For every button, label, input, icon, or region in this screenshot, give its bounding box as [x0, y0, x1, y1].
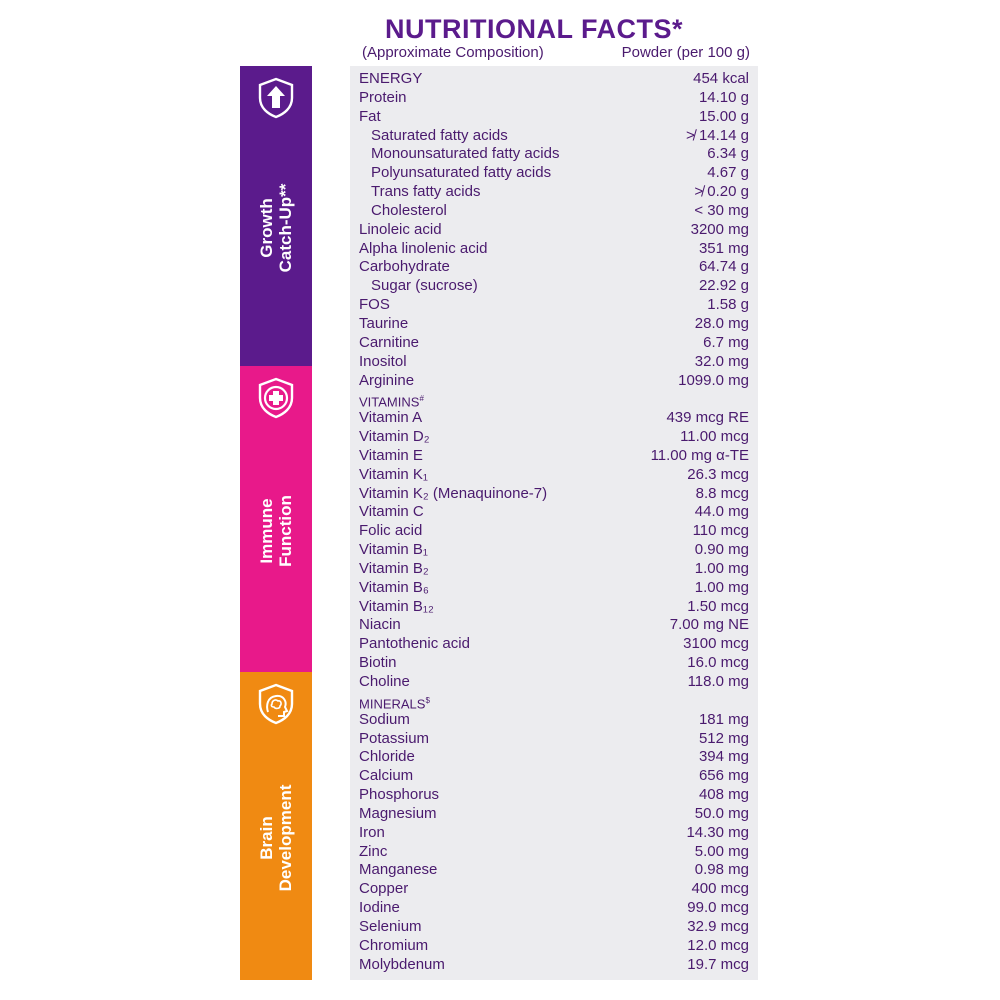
- nutrient-name: Carnitine: [359, 333, 420, 351]
- nutrient-name: MINERALS$: [359, 695, 430, 712]
- nutrient-row: [350, 108, 758, 127]
- nutrient-row: [350, 70, 758, 89]
- immune-label: Immune Function: [257, 495, 295, 568]
- nutrient-name: Vitamin E: [359, 446, 423, 464]
- nutrient-name: Chloride: [359, 748, 415, 766]
- nutrient-value: 26.3 mcg: [687, 465, 749, 483]
- nutrient-row: [350, 409, 758, 428]
- nutrient-value: 5.00 mg: [694, 842, 749, 860]
- nutrient-row: [350, 258, 758, 277]
- nutrient-value: 1.00 mg: [694, 578, 749, 596]
- nutrient-row: [350, 164, 758, 183]
- nutrition-table: [350, 66, 758, 980]
- nutrient-name: Choline: [359, 673, 410, 690]
- nutrient-row: [350, 183, 758, 202]
- nutrient-value: 11.00 mg α-TE: [650, 446, 749, 464]
- nutrient-value: 181 mg: [698, 710, 749, 728]
- nutrient-value: 656 mg: [698, 767, 749, 785]
- nutrient-row: [350, 372, 758, 391]
- nutrient-row: [350, 221, 758, 240]
- nutrient-value: 6.34 g: [707, 145, 749, 163]
- nutrient-row: [350, 937, 758, 956]
- nutrient-value: 99.0 mcg: [687, 899, 749, 917]
- nutrient-value: 14.30 mg: [686, 823, 749, 841]
- nutrient-name: Folic acid: [359, 522, 423, 540]
- nutrient-name: Vitamin K₁: [359, 465, 428, 483]
- nutrient-value: 454 kcal: [693, 70, 749, 87]
- nutrient-name: Polyunsaturated fatty acids: [371, 164, 552, 182]
- nutrient-name: Sodium: [359, 710, 410, 728]
- nutrient-row: [350, 240, 758, 259]
- nutrient-value: 1099.0 mg: [678, 371, 749, 389]
- nutrient-name: Vitamin B₁₂: [359, 597, 434, 615]
- nutrient-name: Vitamin B₆: [359, 578, 429, 596]
- nutrient-row: [350, 541, 758, 560]
- nutrient-value: 400 mcg: [691, 880, 749, 898]
- nutrient-name: Carbohydrate: [359, 258, 450, 276]
- nutrient-name: Selenium: [359, 917, 422, 935]
- nutrient-value: 0.98 mg: [694, 861, 749, 879]
- nutrient-row: [350, 598, 758, 617]
- nutrient-value: < 30 mg: [694, 201, 749, 219]
- nutrient-row: [350, 485, 758, 504]
- nutrient-row: [350, 635, 758, 654]
- nutrient-name: Vitamin B₂: [359, 559, 429, 577]
- nutrient-value: 394 mg: [698, 748, 749, 766]
- nutrient-name: Inositol: [359, 352, 407, 370]
- nutrient-name: Niacin: [359, 616, 401, 634]
- nutrient-name: Taurine: [359, 314, 409, 332]
- nutrient-name: Fat: [359, 107, 381, 125]
- nutrient-value: 118.0 mg: [687, 673, 749, 690]
- nutrient-value: ≯ 14.14 g: [686, 126, 749, 144]
- nutrient-row: [350, 711, 758, 730]
- nutrient-row: [350, 447, 758, 466]
- nutrient-name: Arginine: [359, 371, 415, 389]
- nutrition-rows: [350, 70, 758, 975]
- nutrient-name: Trans fatty acids: [371, 183, 481, 201]
- nutrient-value: 12.0 mcg: [687, 936, 749, 954]
- nutrient-name: Cholesterol: [371, 201, 447, 219]
- nutrient-name: Vitamin D₂: [359, 428, 430, 446]
- nutrient-row: [350, 466, 758, 485]
- nutrient-row: [350, 145, 758, 164]
- page-title: NUTRITIONAL FACTS*: [385, 14, 683, 44]
- nutrient-row: [350, 127, 758, 146]
- nutrient-row: [350, 296, 758, 315]
- nutrient-value: 32.9 mcg: [687, 917, 749, 935]
- nutrient-name: Iron: [359, 823, 385, 841]
- head-brain-icon: [254, 682, 298, 726]
- nutrient-row: [350, 899, 758, 918]
- nutrient-row: [350, 654, 758, 673]
- nutrient-value: 15.00 g: [698, 107, 749, 125]
- nutrient-row: [350, 805, 758, 824]
- growth-band: [240, 66, 312, 366]
- nutrient-value: 19.7 mcg: [687, 955, 749, 973]
- nutrient-value: 32.0 mg: [694, 352, 749, 370]
- nutrient-row: [350, 315, 758, 334]
- nutrient-value: 1.58 g: [707, 296, 749, 314]
- nutrient-row: [350, 353, 758, 372]
- nutrient-row: [350, 616, 758, 635]
- nutrient-row: [350, 503, 758, 522]
- nutrient-value: ≯ 0.20 g: [694, 183, 749, 201]
- nutrient-row: [350, 560, 758, 579]
- nutrient-value: 110 mcg: [692, 522, 749, 540]
- nutrient-name: ENERGY: [359, 70, 423, 87]
- nutrient-value: 1.50 mcg: [687, 597, 749, 615]
- nutrient-value: 439 mcg RE: [666, 409, 749, 427]
- nutrient-name: Sugar (sucrose): [371, 277, 478, 295]
- nutrient-value: 3200 mg: [690, 220, 749, 238]
- nutrient-value: 7.00 mg NE: [669, 616, 749, 634]
- nutrient-row: [350, 673, 758, 692]
- nutrient-name: Zinc: [359, 842, 388, 860]
- nutrient-value: 44.0 mg: [694, 503, 749, 521]
- nutrient-name: Calcium: [359, 767, 414, 785]
- nutrient-name: Copper: [359, 880, 409, 898]
- nutrient-value: 64.74 g: [698, 258, 749, 276]
- nutrient-row: [350, 767, 758, 786]
- nutrient-value: 28.0 mg: [694, 314, 749, 332]
- nutrient-row: [350, 428, 758, 447]
- nutrient-value: 22.92 g: [698, 277, 749, 295]
- serving-subtitle: Powder (per 100 g): [621, 44, 750, 61]
- nutrient-name: Vitamin C: [359, 503, 424, 521]
- nutrient-row: [350, 277, 758, 296]
- nutrient-row: [350, 579, 758, 598]
- nutrient-name: Biotin: [359, 654, 397, 672]
- nutrient-value: 1.00 mg: [694, 559, 749, 577]
- nutrient-name: Vitamin A: [359, 409, 423, 427]
- immune-band: [240, 366, 312, 672]
- nutrient-row: [350, 522, 758, 541]
- nutrient-value: 8.8 mcg: [695, 484, 749, 502]
- nutrient-value: 512 mg: [698, 729, 749, 747]
- nutrient-value: 14.10 g: [698, 88, 749, 106]
- nutrient-row: [350, 748, 758, 767]
- nutrient-row: [350, 861, 758, 880]
- nutrient-name: Alpha linolenic acid: [359, 239, 488, 257]
- composition-subtitle: (Approximate Composition): [362, 44, 544, 61]
- brain-label: Brain Development: [257, 784, 295, 892]
- nutrient-row: [350, 786, 758, 805]
- nutrient-value: 6.7 mg: [703, 333, 749, 351]
- nutrient-row: [350, 730, 758, 749]
- nutrient-row: [350, 202, 758, 221]
- nutrient-name: Protein: [359, 88, 407, 106]
- brain-band: [240, 672, 312, 980]
- nutrient-name: Chromium: [359, 936, 429, 954]
- section-row: [350, 390, 758, 409]
- nutrient-row: [350, 89, 758, 108]
- nutrient-name: Linoleic acid: [359, 220, 442, 238]
- shield-arrow-up-icon: [254, 76, 298, 120]
- growth-label: Growth Catch-Up**: [257, 183, 295, 273]
- nutrient-value: 0.90 mg: [694, 541, 749, 559]
- nutrient-value: 4.67 g: [707, 164, 749, 182]
- nutrient-value: 16.0 mcg: [687, 654, 749, 672]
- nutrient-row: [350, 880, 758, 899]
- nutrient-name: Iodine: [359, 899, 400, 917]
- nutrient-value: 408 mg: [698, 786, 749, 804]
- nutrient-name: Manganese: [359, 861, 438, 879]
- shield-plus-icon: [254, 376, 298, 420]
- nutrient-row: [350, 918, 758, 937]
- nutrient-row: [350, 956, 758, 975]
- footnote-marker: $: [425, 695, 430, 705]
- nutrient-row: [350, 334, 758, 353]
- nutrient-name: Vitamin K₂ (Menaquinone-7): [359, 484, 548, 502]
- nutrient-name: VITAMINS#: [359, 394, 424, 410]
- nutrient-row: [350, 824, 758, 843]
- nutrient-value: 11.00 mcg: [680, 428, 749, 446]
- nutrient-value: 50.0 mg: [694, 804, 749, 822]
- nutrient-name: Phosphorus: [359, 786, 440, 804]
- nutrient-name: Vitamin B₁: [359, 541, 428, 559]
- nutrient-value: 351 mg: [698, 239, 749, 257]
- nutrient-value: 3100 mcg: [683, 635, 749, 653]
- nutrient-name: Pantothenic acid: [359, 635, 470, 653]
- nutrient-name: Potassium: [359, 729, 430, 747]
- nutrient-name: Saturated fatty acids: [371, 126, 508, 144]
- nutrient-name: FOS: [359, 296, 390, 314]
- nutrient-name: Molybdenum: [359, 955, 445, 973]
- footnote-marker: #: [419, 394, 424, 404]
- nutrient-name: Magnesium: [359, 804, 437, 822]
- nutrient-row: [350, 843, 758, 862]
- section-row: [350, 692, 758, 711]
- nutrient-name: Monounsaturated fatty acids: [371, 145, 560, 163]
